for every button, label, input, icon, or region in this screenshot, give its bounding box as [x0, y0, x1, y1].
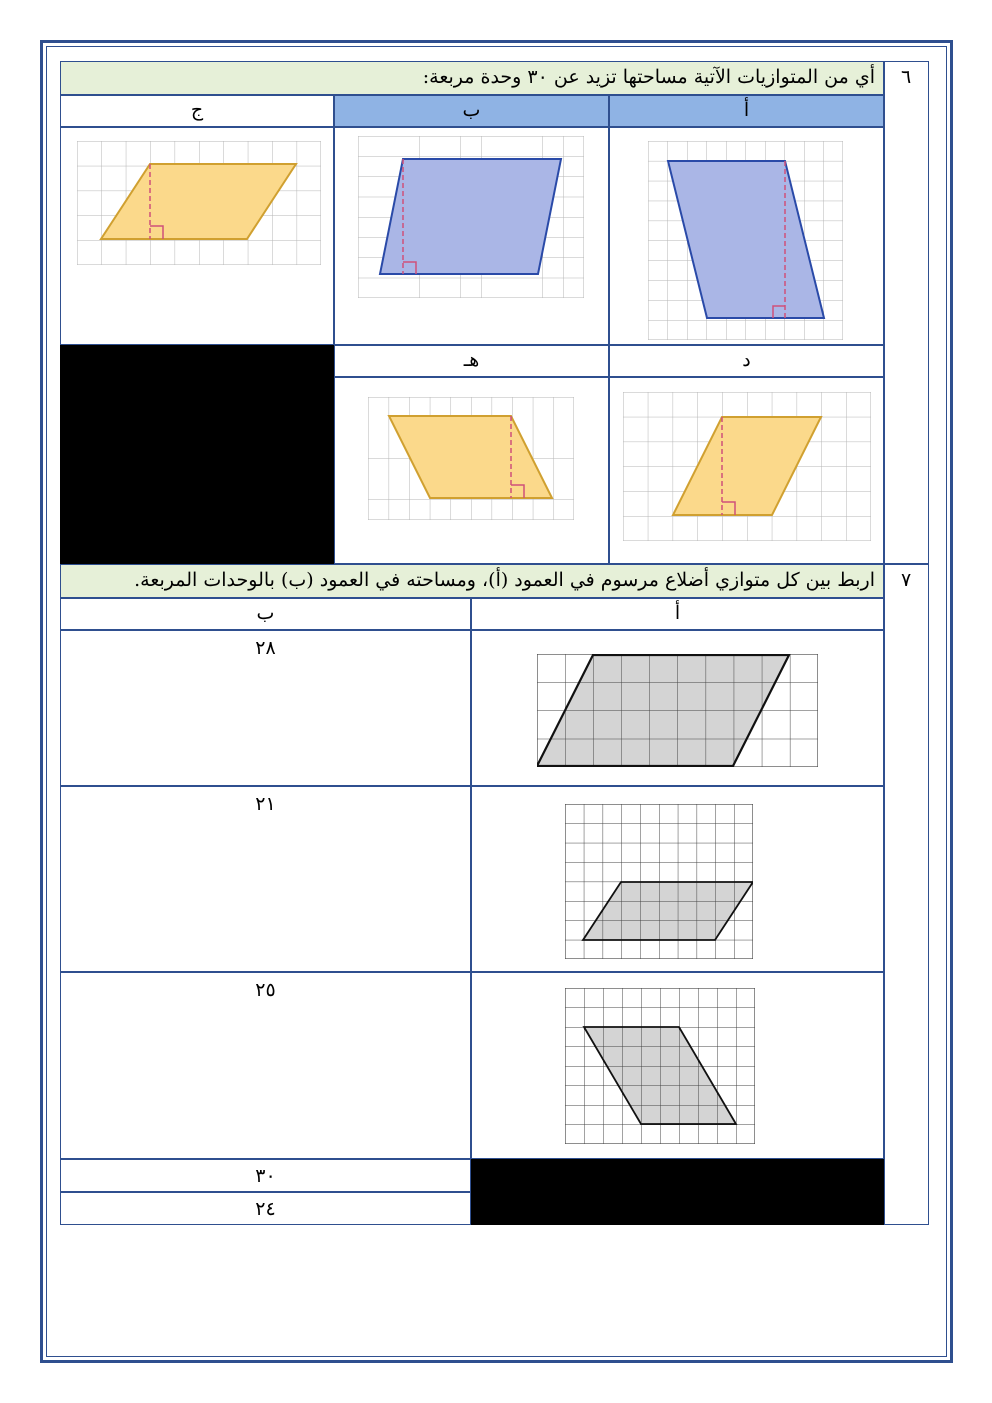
q6-label-d: د — [742, 349, 751, 371]
q7-question-cell — [60, 564, 884, 598]
q6-figure-b — [358, 136, 584, 298]
q7-col-b-label: ب — [256, 602, 275, 624]
q6-parallelogram-b — [380, 159, 561, 274]
q7-blacked-out-cell — [471, 1159, 884, 1225]
q6-figure-d — [623, 392, 871, 541]
q6-label-e-cell — [334, 345, 609, 377]
q6-figure-c — [77, 141, 321, 265]
q7-col-a-header — [471, 598, 884, 630]
q6-label-b: ب — [462, 99, 481, 121]
q7-figure-2 — [565, 804, 753, 959]
q7-value-5: ٢٤ — [255, 1198, 276, 1220]
q6-label-a-cell — [609, 95, 884, 127]
q7-value-cell-5 — [60, 1192, 471, 1225]
q7-figure-3 — [565, 988, 755, 1144]
q6-label-a: أ — [743, 99, 750, 121]
q6-label-e: هـ — [463, 349, 480, 371]
q6-question-cell — [60, 61, 884, 95]
q6-figure-e — [368, 397, 574, 520]
q7-value-cell-1 — [60, 630, 471, 786]
q7-col-b-header — [60, 598, 471, 630]
q6-label-d-cell — [609, 345, 884, 377]
q7-value-1: ٢٨ — [255, 637, 276, 659]
q7-question-text: اربط بين كل متوازي أضلاع مرسوم في العمود (أ)، ومساحته في العمود (ب) بالوحدات المربعة. — [134, 569, 875, 591]
q6-number: ٦ — [901, 66, 912, 88]
q6-label-c: ج — [190, 99, 204, 121]
q6-label-b-cell — [334, 95, 609, 127]
q7-figure-1 — [537, 654, 818, 767]
q7-value-2: ٢١ — [255, 793, 276, 815]
q7-col-a-label: أ — [674, 602, 681, 624]
q7-number: ٧ — [901, 569, 912, 591]
q7-value-3: ٢٥ — [255, 979, 276, 1001]
q6-number-cell — [884, 61, 929, 564]
q7-value-cell-2 — [60, 786, 471, 972]
q7-value-4: ٣٠ — [255, 1165, 276, 1187]
q6-blacked-out-cell — [60, 345, 334, 564]
q7-number-cell — [884, 564, 929, 1225]
q6-question-text: أي من المتوازيات الآتية مساحتها تزيد عن ٣٠ وحدة مربعة: — [422, 66, 875, 88]
q6-figure-a — [648, 141, 843, 340]
q7-value-cell-4 — [60, 1159, 471, 1192]
q7-value-cell-3 — [60, 972, 471, 1159]
q6-label-c-cell — [60, 95, 334, 127]
